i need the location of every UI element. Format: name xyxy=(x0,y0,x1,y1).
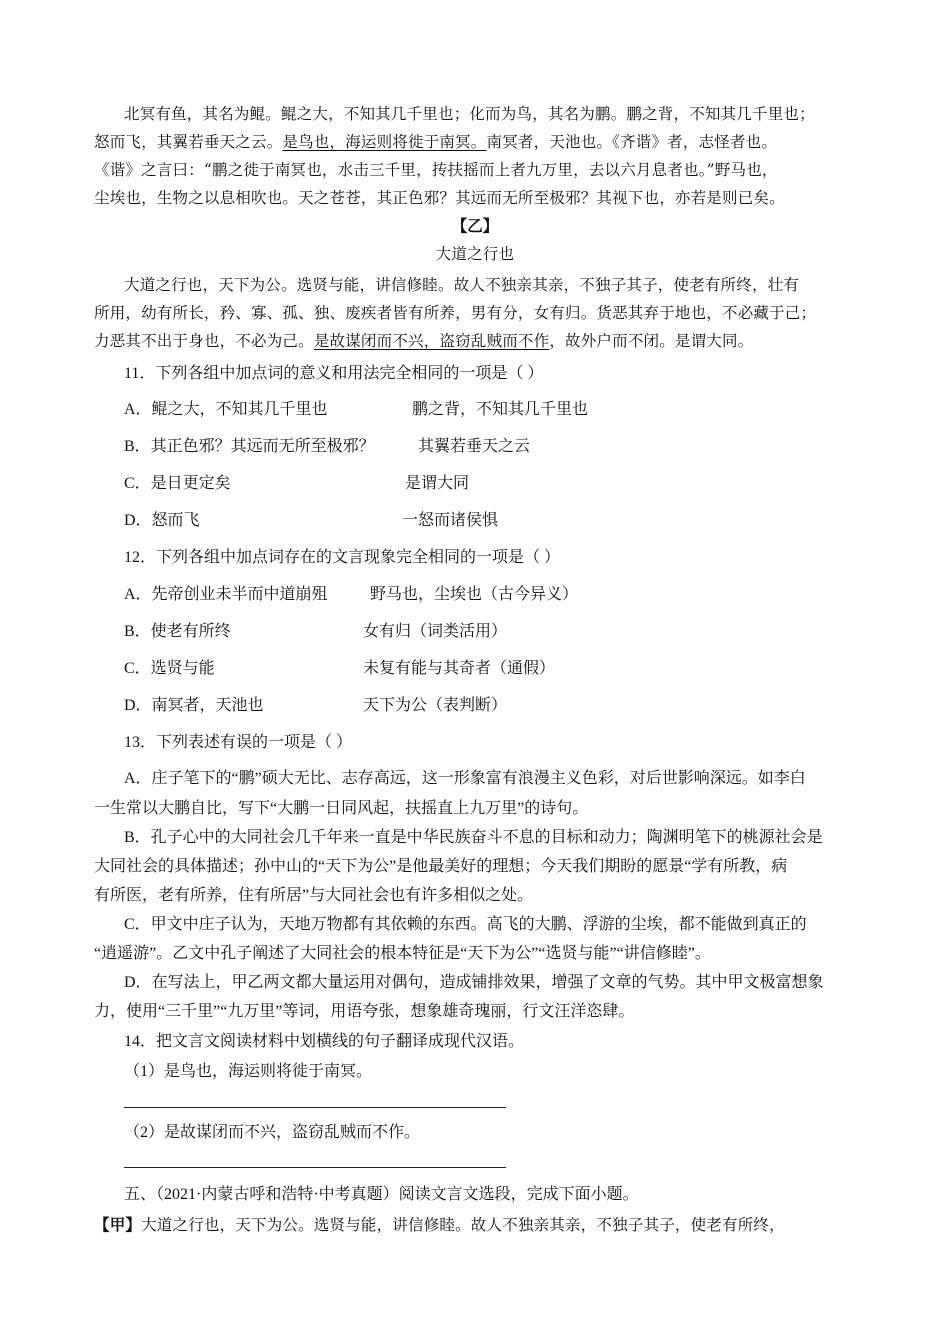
yi-line-3: 力恶其不出于身也，不必为己。是故谋闭而不兴，盗窃乱贼而不作，故外户而不闭。是谓大同。 xyxy=(94,332,754,350)
q13-a-line2: 一生常以大鹏自比，写下“大鹏一日同风起，扶摇直上九万里”的诗句。 xyxy=(94,800,589,817)
q13-c-line1: C．甲文中庄子认为，天地万物都有其依赖的东西。高飞的大鹏、浮游的尘埃，都不能做到真正的 xyxy=(124,916,807,933)
yi-line-2: 所用，幼有所长，矜、寡、孤、独、废疾者皆有所养，男有分，女有归。货恶其弃于地也，不必藏于己； xyxy=(94,304,817,322)
q14-sentence-2: （2）是故谋闭而不兴，盗窃乱贼而不作。 xyxy=(124,1124,421,1141)
jia-line-2: 怒而飞，其翼若垂天之云。是鸟也，海运则将徙于南冥。南冥者，天池也。《齐谐》者，志怪者也。 xyxy=(94,133,778,151)
section5-jia-line: 【甲】大道之行也，天下为公。选贤与能，讲信修睦。故人不独亲其亲，不独子其子，使老有所终， xyxy=(94,1215,785,1234)
section5-jia-label: 【甲】 xyxy=(94,1215,142,1234)
answer-line-1 xyxy=(124,1107,506,1108)
yi-line-1: 大道之行也，天下为公。选贤与能，讲信修睦。故人不独亲其亲，不独子其子，使老有所终，壮有 xyxy=(124,276,800,294)
yi-label: 【乙】 xyxy=(451,216,499,235)
q11-d-right: 一怒而诸侯惧 xyxy=(402,512,499,529)
q11-d-left: D．怒而飞 xyxy=(124,512,200,529)
q12-d-right: 天下为公（表判断） xyxy=(363,697,508,714)
yi-title: 大道之行也 xyxy=(435,245,515,263)
section5-heading: 五、（2021·内蒙古呼和浩特·中考真题）阅读文言文选段，完成下面小题。 xyxy=(124,1186,639,1203)
q12-b-right: 女有归（词类活用） xyxy=(363,623,508,640)
q13-b-line3: 有所医，老有所养，住有所居”与大同社会也有许多相似之处。 xyxy=(94,887,534,904)
q12-c-right: 未复有能与其奇者（通假） xyxy=(363,660,556,677)
q13-stem: 13．下列表述有误的一项是（ ） xyxy=(124,734,353,751)
q13-d-line2: 力，使用“三千里”“九万里”等词，用语夸张，想象雄奇瑰丽，行文汪洋恣肆。 xyxy=(94,1003,635,1020)
q12-d-left: D．南冥者，天池也 xyxy=(124,697,264,714)
q13-c-line2: “逍遥游”。乙文中孔子阐述了大同社会的根本特征是“天下为公”“选贤与能”“讲信修睦”。 xyxy=(94,945,711,962)
q11-a-left: A．鲲之大，不知其几千里也 xyxy=(124,401,328,418)
q13-b-line1: B．孔子心中的大同社会几千年来一直是中华民族奋斗不息的目标和动力；陶渊明笔下的桃源社会是 xyxy=(124,829,823,846)
q12-b-left: B．使老有所终 xyxy=(124,623,231,640)
q11-a-right: 鹏之背，不知其几千里也 xyxy=(412,401,589,418)
q14-sentence-1: （1）是鸟也，海运则将徙于南冥。 xyxy=(124,1063,373,1080)
q12-a-right: 野马也，尘埃也（古今异义） xyxy=(370,586,579,603)
q11-c-right: 是谓大同 xyxy=(405,475,470,492)
q13-a-line1: A．庄子笔下的“鹏”硕大无比、志存高远，这一形象富有浪漫主义色彩，对后世影响深远。如李白 xyxy=(124,770,806,787)
jia-underlined-sentence: 是鸟也，海运则将徙于南冥。 xyxy=(282,133,487,151)
q14-stem: 14．把文言文阅读材料中划横线的句子翻译成现代汉语。 xyxy=(124,1033,525,1050)
q13-b-line2: 大同社会的具体描述；孙中山的“天下为公”是他最美好的理想；今天我们期盼的愿景“学有所教，病 xyxy=(94,858,788,875)
q11-b-right: 其翼若垂天之云 xyxy=(418,438,531,455)
jia-line-1: 北冥有鱼，其名为鲲。鲲之大，不知其几千里也；化而为鸟，其名为鹏。鹏之背，不知其几千里也； xyxy=(124,105,815,123)
answer-line-2 xyxy=(124,1167,506,1168)
jia-line-3: 《谐》之言曰：“鹏之徙于南冥也，水击三千里，抟扶摇而上者九万里，去以六月息者也。”野马也， xyxy=(94,161,778,179)
q12-c-left: C．选贤与能 xyxy=(124,660,215,677)
jia-line-4: 尘埃也，生物之以息相吹也。天之苍苍，其正色邪？其远而无所至极邪？其视下也，亦若是则已矣。 xyxy=(94,189,785,207)
q12-stem: 12．下列各组中加点词存在的文言现象完全相同的一项是（ ） xyxy=(124,549,561,566)
q11-c-left: C．是日更定矣 xyxy=(124,475,231,492)
q11-b-left: B．其正色邪？其远而无所至极邪？ xyxy=(124,438,375,455)
q11-stem: 11．下列各组中加点词的意义和用法完全相同的一项是（ ） xyxy=(124,365,544,382)
q12-a-left: A．先帝创业未半而中道崩殂 xyxy=(124,586,328,603)
yi-underlined-sentence: 是故谋闭而不兴，盗窃乱贼而不作 xyxy=(313,332,550,350)
q13-d-line1: D．在写法上，甲乙两文都大量运用对偶句，造成铺排效果，增强了文章的气势。其中甲文极富想象 xyxy=(124,974,824,991)
